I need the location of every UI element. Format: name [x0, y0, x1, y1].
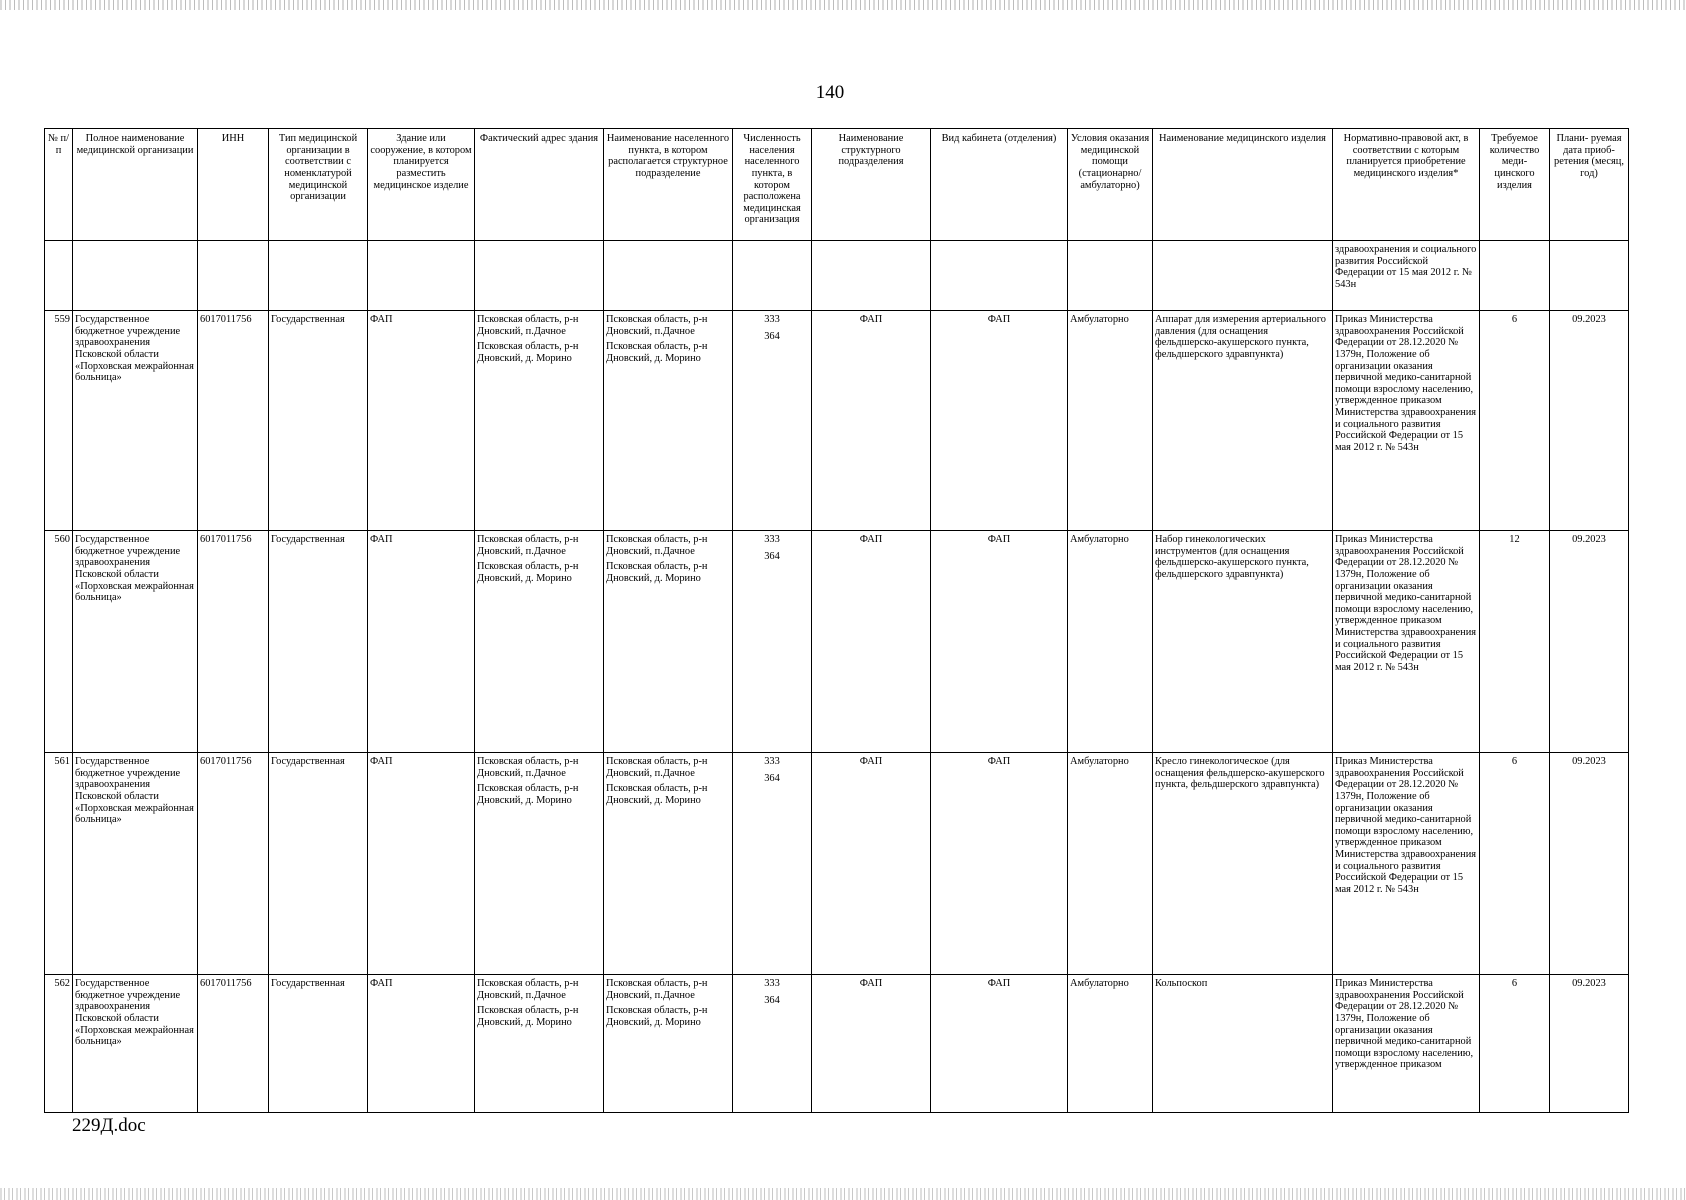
building-cell: ФАП — [368, 975, 475, 1113]
address-line: Псковская область, р-н Дновский, д. Морино — [477, 341, 579, 364]
page-number: 140 — [815, 82, 845, 103]
header-cell: Численность населения населенного пункта, в котором расположена медицинская организация — [733, 129, 812, 241]
settlement-cell — [604, 311, 733, 531]
table-row — [45, 753, 1629, 975]
table-row — [45, 311, 1629, 531]
address-line: Псковская область, р-н Дновский, д. Морино — [477, 783, 579, 806]
empty-cell — [73, 241, 198, 311]
population-value: 333 — [764, 314, 780, 325]
conditions-cell: Амбулаторно — [1068, 975, 1153, 1113]
unit-cell: ФАП — [812, 975, 931, 1113]
address-cell — [475, 531, 604, 753]
row-number: 561 — [45, 753, 73, 975]
org-name-cell: Государственное бюджетное учреждение здравоохранения Псковской области «Порховская межрайонная больница» — [73, 531, 198, 753]
address-cell — [475, 311, 604, 531]
conditions-cell: Амбулаторно — [1068, 531, 1153, 753]
population-value: 364 — [764, 994, 780, 1006]
address-cell — [475, 753, 604, 975]
population-cell — [733, 975, 812, 1113]
address-line: Псковская область, р-н Дновский, д. Морино — [477, 1005, 579, 1028]
settlement-line: Псковская область, р-н Дновский, п.Дачное — [606, 756, 708, 779]
inn-cell: 6017011756 — [198, 311, 269, 531]
empty-cell — [733, 241, 812, 311]
empty-cell — [368, 241, 475, 311]
address-line: Псковская область, р-н Дновский, д. Морино — [477, 561, 579, 584]
scan-edge-top — [0, 0, 1686, 10]
act-cell: Приказ Министерства здравоохранения Российской Федерации от 28.12.2020 № 1379н, Положение об организации оказания первичной медико-санитарной помощи взрослому населению, утвержденное приказом Министерства здравоохранения и социального развития Российской Федерации от 15 мая 2012 г. № 543н — [1333, 311, 1480, 531]
settlement-cell — [604, 531, 733, 753]
cabinet-cell: ФАП — [931, 531, 1068, 753]
population-cell — [733, 531, 812, 753]
footer-filename: 229Д.doc — [72, 1115, 146, 1136]
empty-cell — [1153, 241, 1333, 311]
settlement-cell — [604, 975, 733, 1113]
settlement-line: Псковская область, р-н Дновский, п.Дачное — [606, 534, 708, 557]
settlement-line: Псковская область, р-н Дновский, п.Дачное — [606, 978, 708, 1001]
device-cell: Набор гинекологических инструментов (для оснащения фельдшерско-акушерского пункта, фельдшерского здравпункта) — [1153, 531, 1333, 753]
table-row — [45, 531, 1629, 753]
org-type-cell: Государственная — [269, 753, 368, 975]
header-cell: Плани- руемая дата приоб- ретения (месяц, год) — [1550, 129, 1629, 241]
date-cell: 09.2023 — [1550, 753, 1629, 975]
header-cell: Условия оказания медицинской помощи (стационарно/ амбулаторно) — [1068, 129, 1153, 241]
empty-cell — [1480, 241, 1550, 311]
settlement-cell — [604, 753, 733, 975]
cabinet-cell: ФАП — [931, 975, 1068, 1113]
table-row — [45, 975, 1629, 1113]
empty-cell — [475, 241, 604, 311]
inn-cell: 6017011756 — [198, 531, 269, 753]
unit-cell: ФАП — [812, 531, 931, 753]
building-cell: ФАП — [368, 753, 475, 975]
building-cell: ФАП — [368, 311, 475, 531]
building-cell: ФАП — [368, 531, 475, 753]
cabinet-cell: ФАП — [931, 311, 1068, 531]
quantity-cell: 6 — [1480, 311, 1550, 531]
date-cell: 09.2023 — [1550, 311, 1629, 531]
empty-cell — [604, 241, 733, 311]
empty-cell — [812, 241, 931, 311]
quantity-cell: 12 — [1480, 531, 1550, 753]
settlement-line: Псковская область, р-н Дновский, п.Дачное — [606, 314, 708, 337]
population-value: 333 — [764, 534, 780, 545]
act-cell: Приказ Министерства здравоохранения Российской Федерации от 28.12.2020 № 1379н, Положение об организации оказания первичной медико-санитарной помощи взрослому населению, утвержденное приказом — [1333, 975, 1480, 1113]
row-number: 560 — [45, 531, 73, 753]
org-name-cell: Государственное бюджетное учреждение здравоохранения Псковской области «Порховская межрайонная больница» — [73, 975, 198, 1113]
settlement-line: Псковская область, р-н Дновский, д. Морино — [606, 1005, 708, 1028]
continuation-act-cell: здравоохранения и социального развития Российской Федерации от 15 мая 2012 г. № 543н — [1333, 241, 1480, 311]
date-cell: 09.2023 — [1550, 531, 1629, 753]
population-value: 364 — [764, 772, 780, 784]
row-number: 562 — [45, 975, 73, 1113]
address-line: Псковская область, р-н Дновский, п.Дачное — [477, 756, 579, 779]
header-cell: Требуемое количество меди- цинского изделия — [1480, 129, 1550, 241]
header-cell: Наименование населенного пункта, в котором располагается структурное подразделение — [604, 129, 733, 241]
settlement-line: Псковская область, р-н Дновский, д. Морино — [606, 341, 708, 364]
conditions-cell: Амбулаторно — [1068, 311, 1153, 531]
population-value: 333 — [764, 756, 780, 767]
header-cell: Фактический адрес здания — [475, 129, 604, 241]
settlement-line: Псковская область, р-н Дновский, д. Морино — [606, 561, 708, 584]
empty-cell — [1550, 241, 1629, 311]
population-value: 364 — [764, 550, 780, 562]
quantity-cell: 6 — [1480, 975, 1550, 1113]
empty-cell — [45, 241, 73, 311]
header-cell: Тип медицинской организации в соответствии с номенклатурой медицинской организации — [269, 129, 368, 241]
address-line: Псковская область, р-н Дновский, п.Дачное — [477, 314, 579, 337]
date-cell: 09.2023 — [1550, 975, 1629, 1113]
scan-edge-bottom — [0, 1188, 1686, 1200]
device-cell: Кресло гинекологическое (для оснащения фельдшерско-акушерского пункта, фельдшерского здравпункта) — [1153, 753, 1333, 975]
inn-cell: 6017011756 — [198, 975, 269, 1113]
address-line: Псковская область, р-н Дновский, п.Дачное — [477, 978, 579, 1001]
act-cell: Приказ Министерства здравоохранения Российской Федерации от 28.12.2020 № 1379н, Положение об организации оказания первичной медико-санитарной помощи взрослому населению, утвержденное приказом Министерства здравоохранения и социального развития Российской Федерации от 15 мая 2012 г. № 543н — [1333, 753, 1480, 975]
conditions-cell: Амбулаторно — [1068, 753, 1153, 975]
quantity-cell: 6 — [1480, 753, 1550, 975]
header-cell: Полное наименование медицинской организации — [73, 129, 198, 241]
empty-cell — [931, 241, 1068, 311]
empty-cell — [198, 241, 269, 311]
inn-cell: 6017011756 — [198, 753, 269, 975]
empty-cell — [1068, 241, 1153, 311]
device-cell: Аппарат для измерения артериального давления (для оснащения фельдшерско-акушерского пункта, фельдшерского здравпункта) — [1153, 311, 1333, 531]
settlement-line: Псковская область, р-н Дновский, д. Морино — [606, 783, 708, 806]
header-cell: Наименование структурного подразделения — [812, 129, 931, 241]
row-number: 559 — [45, 311, 73, 531]
header-cell: № п/п — [45, 129, 73, 241]
address-line: Псковская область, р-н Дновский, п.Дачное — [477, 534, 579, 557]
header-cell: Вид кабинета (отделения) — [931, 129, 1068, 241]
equipment-table — [44, 128, 1629, 1113]
address-cell — [475, 975, 604, 1113]
population-value: 333 — [764, 978, 780, 989]
header-cell: ИНН — [198, 129, 269, 241]
header-cell: Здание или сооружение, в котором планируется разместить медицинское изделие — [368, 129, 475, 241]
org-type-cell: Государственная — [269, 975, 368, 1113]
org-name-cell: Государственное бюджетное учреждение здравоохранения Псковской области «Порховская межрайонная больница» — [73, 753, 198, 975]
header-cell: Наименование медицинского изделия — [1153, 129, 1333, 241]
unit-cell: ФАП — [812, 753, 931, 975]
population-cell — [733, 753, 812, 975]
header-cell: Нормативно-правовой акт, в соответствии с которым планируется приобретение медицинского изделия* — [1333, 129, 1480, 241]
cabinet-cell: ФАП — [931, 753, 1068, 975]
header-row — [45, 129, 1629, 241]
org-type-cell: Государственная — [269, 531, 368, 753]
empty-cell — [269, 241, 368, 311]
population-value: 364 — [764, 330, 780, 342]
org-name-cell: Государственное бюджетное учреждение здравоохранения Псковской области «Порховская межрайонная больница» — [73, 311, 198, 531]
act-cell: Приказ Министерства здравоохранения Российской Федерации от 28.12.2020 № 1379н, Положение об организации оказания первичной медико-санитарной помощи взрослому населению, утвержденное приказом Министерства здравоохранения и социального развития Российской Федерации от 15 мая 2012 г. № 543н — [1333, 531, 1480, 753]
org-type-cell: Государственная — [269, 311, 368, 531]
continuation-row — [45, 241, 1629, 311]
unit-cell: ФАП — [812, 311, 931, 531]
population-cell — [733, 311, 812, 531]
device-cell: Кольпоскоп — [1153, 975, 1333, 1113]
